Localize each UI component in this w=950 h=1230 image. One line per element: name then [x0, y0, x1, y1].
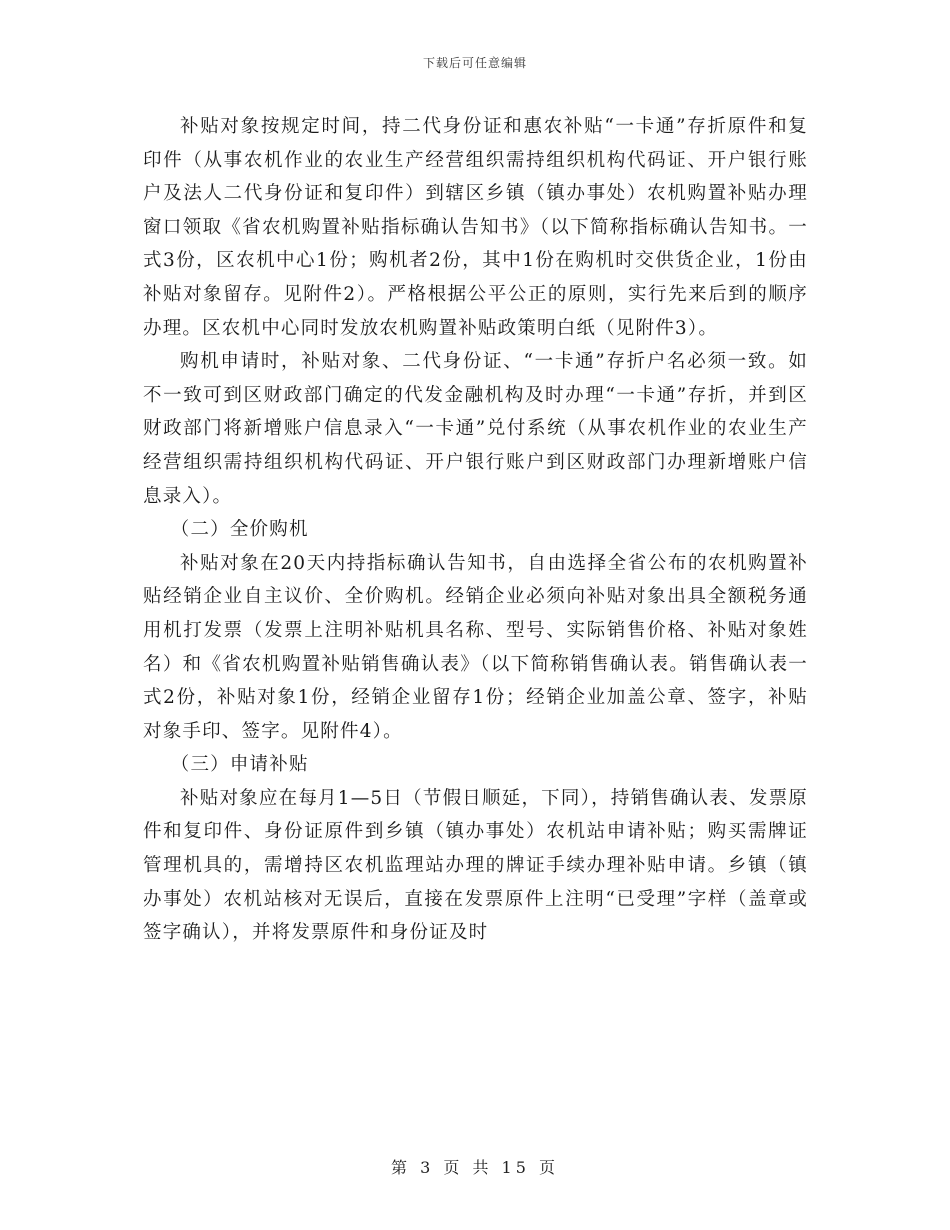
page-footer: 第 3 页 共 15 页	[391, 1158, 559, 1177]
document-body	[143, 110, 808, 950]
section-heading-full-price-purchase: （二）全价购机	[170, 519, 309, 541]
section-heading-apply-subsidy: （三）申请补贴	[170, 754, 309, 776]
paragraph-full-price-purchase: 补贴对象在20天内持指标确认告知书，自由选择全省公布的农机购置补贴经销企业自主议价、全价购机。经销企业必须向补贴对象出具全额税务通用机打发票（发票上注明补贴机具名称、型号、实际销售价格、补贴对象姓名）和《省农机购置补贴销售确认表》（以下简称销售确认表。销售确认表一式2份，补贴对象1份，经销企业留存1份；经销企业加盖公章、签字，补贴对象手印、签字。见附件4）。	[143, 552, 808, 742]
paragraph-apply-subsidy: 补贴对象应在每月1—5日（节假日顺延，下同），持销售确认表、发票原件和复印件、身份证原件到乡镇（镇办事处）农机站申请补贴；购买需牌证管理机具的，需增持区农机监理站办理的牌证手续办理补贴申请。乡镇（镇办事处）农机站核对无误后，直接在发票原件上注明“已受理”字样（盖章或签字确认），并将发票原件和身份证及时	[143, 787, 808, 944]
page-header: 下载后可任意编辑	[422, 56, 527, 70]
paragraph-obtain-confirmation: 补贴对象按规定时间，持二代身份证和惠农补贴“一卡通”存折原件和复印件（从事农机作业的农业生产经营组织需持组织机构代码证、开户银行账户及法人二代身份证和复印件）到辖区乡镇（镇办事处）农机购置补贴办理窗口领取《省农机购置补贴指标确认告知书》（以下简称指标确认告知书。一式3份，区农机中心1份；购机者2份，其中1份在购机时交供货企业，1份由补贴对象留存。见附件2）。严格根据公平公正的原则，实行先来后到的顺序办理。区农机中心同时发放农机购置补贴政策明白纸（见附件3）。	[143, 116, 808, 339]
paragraph-account-consistency: 购机申请时，补贴对象、二代身份证、“一卡通”存折户名必须一致。如不一致可到区财政部门确定的代发金融机构及时办理“一卡通”存折，并到区财政部门将新增账户信息录入“一卡通”兑付系统（从事农机作业的农业生产经营组织需持组织机构代码证、开户银行账户到区财政部门办理新增账户信息录入）。	[143, 351, 808, 507]
